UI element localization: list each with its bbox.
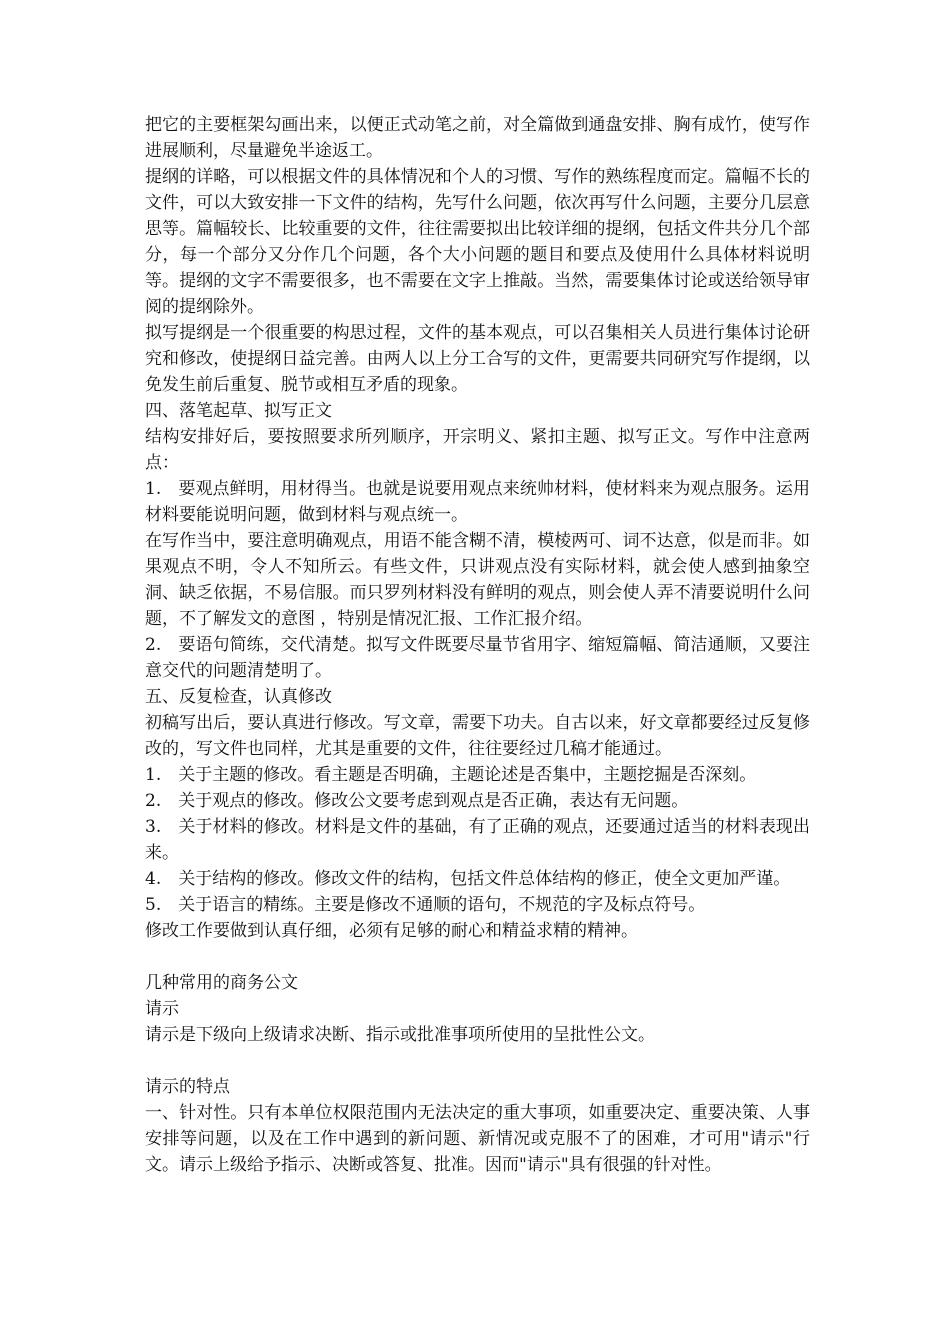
paragraph-revision-intro: 初稿写出后，要认真进行修改。写文章，需要下功夫。自古以来，好文章都要经过反复修改的，写文件也同样，尤其是重要的文件，往往要经过几稿才能通过。 [145, 713, 810, 759]
paragraph-feature-targeted: 一、针对性。只有本单位权限范围内无法决定的重大事项，如重要决定、重要决策、人事安排等问题，以及在工作中遇到的新问题、新情况或克服不了的困难，才可用"请示"行文。请示上级给予指示、决断或答复、批准。因而"请示"具有很强的针对性。 [145, 1103, 810, 1175]
list-item-revision-5: 5. 关于语言的精练。主要是修改不通顺的语句，不规范的字及标点符号。 [145, 895, 706, 915]
list-item-revision-3: 3. 关于材料的修改。材料是文件的基础，有了正确的观点，还要通过适当的材料表现出来。 [145, 817, 810, 863]
list-item-point-2: 2. 要语句简练，交代清楚。拟写文件既要尽量节省用字、缩短篇幅、简洁通顺，又要注意交代的问题清楚明了。 [145, 635, 810, 681]
list-item-revision-4: 4. 关于结构的修改。修改文件的结构，包括文件总体结构的修正，使全文更加严谨。 [145, 869, 791, 889]
paragraph-outline-detail: 提纲的详略，可以根据文件的具体情况和个人的习惯、写作的熟练程度而定。篇幅不长的文件，可以大致安排一下文件的结构，先写什么问题，依次再写什么问题，主要分几层意思等。篇幅较长、比较重要的文件，往往需要拟出比较详细的提纲，包括文件共分几个部分，每一个部分又分作几个问题，各个大小问题的题目和要点及使用什么具体材料说明等。提纲的文字不需要很多，也不需要在文字上推敲。当然，需要集体讨论或送给领导审阅的提纲除外。 [145, 167, 810, 317]
paragraph-outline-purpose: 把它的主要框架勾画出来，以便正式动笔之前，对全篇做到通盘安排、胸有成竹，使写作进展顺利，尽量避免半途返工。 [145, 115, 810, 161]
paragraph-drafting-intro: 结构安排好后，要按照要求所列顺序，开宗明义、紧扣主题、拟写正文。写作中注意两点： [145, 427, 810, 473]
paragraph-clear-viewpoint: 在写作当中，要注意明确观点，用语不能含糊不清，模棱两可、词不达意，似是而非。如果观点不明，令人不知所云。有些文件，只讲观点没有实际材料，就会使人感到抽象空洞、缺乏依据，不易信服。而只罗列材料没有鲜明的观点，则会使人弄不清要说明什么问题，不了解发文的意图 ，特别是情况汇报、工作汇报介绍。 [145, 531, 810, 629]
heading-step-four: 四、落笔起草、拟写正文 [145, 401, 332, 421]
list-item-point-1: 1. 要观点鲜明，用材得当。也就是说要用观点来统帅材料，使材料来为观点服务。运用材料要能说明问题，做到材料与观点统一。 [145, 479, 810, 525]
heading-step-five: 五、反复检查，认真修改 [145, 687, 332, 707]
list-item-revision-1: 1. 关于主题的修改。看主题是否明确，主题论述是否集中，主题挖掘是否深刻。 [145, 765, 757, 785]
paragraph-revision-summary: 修改工作要做到认真仔细，必须有足够的耐心和精益求精的精神。 [145, 921, 638, 941]
subsection-title-request-features: 请示的特点 [145, 1077, 230, 1097]
blank-line [145, 944, 810, 970]
paragraph-outline-discussion: 拟写提纲是一个很重要的构思过程，文件的基本观点，可以召集相关人员进行集体讨论研究和修改，使提纲日益完善。由两人以上分工合写的文件，更需要共同研究写作提纲，以免发生前后重复、脱节或相互矛盾的现象。 [145, 323, 810, 395]
list-item-revision-2: 2. 关于观点的修改。修改公文要考虑到观点是否正确，表达有无问题。 [145, 791, 689, 811]
section-title-common-documents: 几种常用的商务公文 [145, 973, 298, 993]
paragraph-request-definition: 请示是下级向上级请求决断、指示或批准事项所使用的呈批性公文。 [145, 1025, 655, 1045]
blank-line [145, 1048, 810, 1074]
document-body [145, 112, 810, 1178]
subsection-title-request: 请示 [145, 999, 179, 1019]
